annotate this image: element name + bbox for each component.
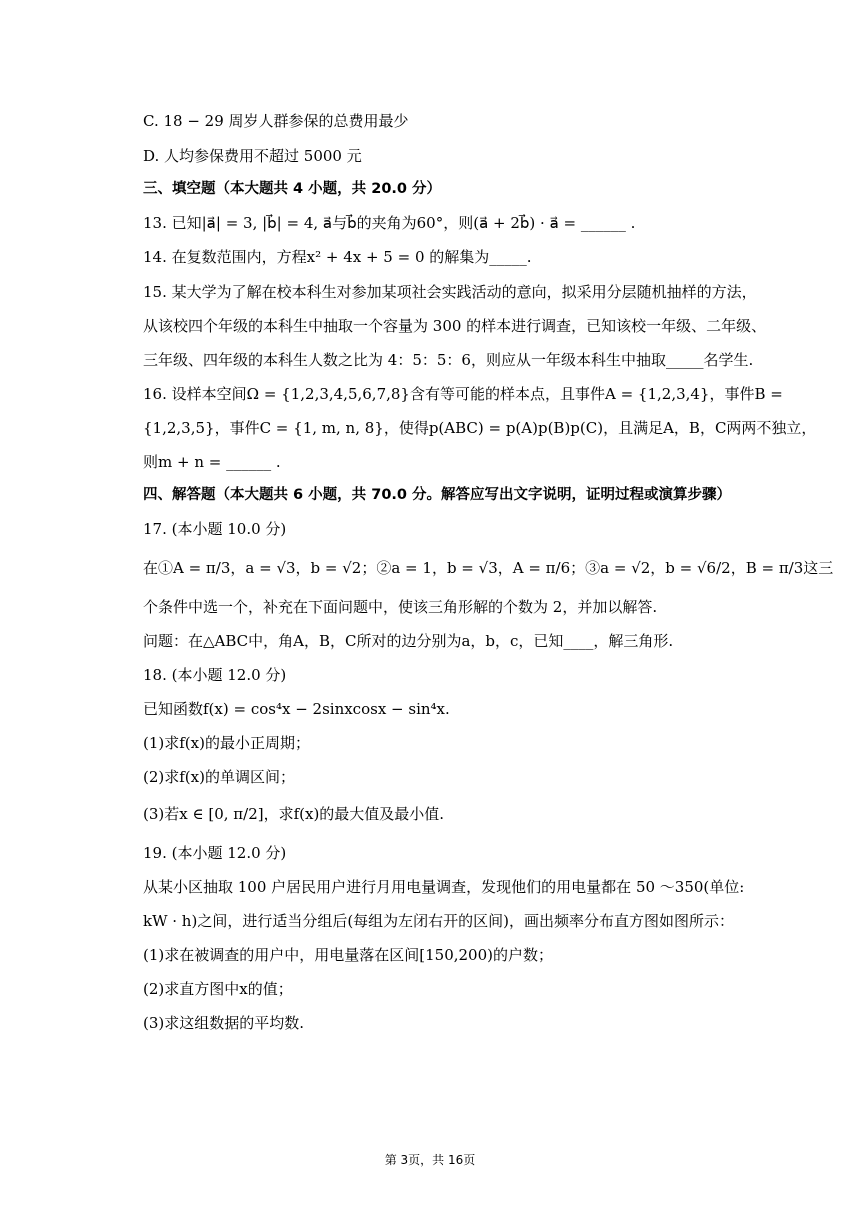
section-heading-answers: 四、解答题（本大题共 6 小题，共 70.0 分。解答应写出文字说明，证明过程或演算步骤）	[143, 487, 732, 503]
question-18-part-3: (3)若x ∈ [0, π/2]，求f(x)的最大值及最小值.	[143, 805, 445, 823]
question-18-header: 18. (本小题 12.0 分)	[143, 666, 287, 684]
question-19-part-2: (2)求直方图中x的值；	[143, 980, 293, 998]
question-19-part-1: (1)求在被调查的用户中，用电量落在区间[150,200)的户数；	[143, 946, 553, 964]
question-18-line-1: 已知函数f(x) = cos⁴x − 2sinxcosx − sin⁴x.	[143, 700, 450, 718]
option-c: C. 18 − 29 周岁人群参保的总费用最少	[143, 112, 409, 130]
question-15-line-2: 从该校四个年级的本科生中抽取一个容量为 300 的样本进行调查，已知该校一年级、二年级、	[143, 317, 767, 335]
section-heading-fill-in: 三、填空题（本大题共 4 小题，共 20.0 分）	[143, 181, 442, 197]
question-18-part-2: (2)求f(x)的单调区间；	[143, 768, 295, 786]
question-15-line-1: 15. 某大学为了解在校本科生对参加某项社会实践活动的意向，拟采用分层随机抽样的方法，	[143, 283, 757, 301]
question-17-header: 17. (本小题 10.0 分)	[143, 520, 287, 538]
question-13: 13. 已知|a⃗| = 3, |b⃗| = 4, a⃗与b⃗的夹角为60°，则(a⃗ + 2b⃗) · a⃗ = ______ .	[143, 214, 636, 232]
option-d: D. 人均参保费用不超过 5000 元	[143, 147, 362, 165]
page-footer: 第 3页，共 16页	[384, 1153, 476, 1167]
question-17-line-1: 在①A = π/3，a = √3，b = √2；②a = 1，b = √3，A = π/6；③a = √2，b = √6/2，B = π/3这三	[143, 559, 834, 577]
question-17-line-3: 问题：在△ABC中，角A，B，C所对的边分别为a，b，c，已知____，解三角形.	[143, 632, 674, 650]
question-16-line-1: 16. 设样本空间Ω = {1,2,3,4,5,6,7,8}含有等可能的样本点，且事件A = {1,2,3,4}，事件B =	[143, 385, 783, 403]
question-16-line-3: 则m + n = ______ .	[143, 453, 281, 471]
question-17-line-2: 个条件中选一个，补充在下面问题中，使该三角形解的个数为 2，并加以解答.	[143, 598, 658, 616]
question-19-part-3: (3)求这组数据的平均数.	[143, 1014, 305, 1032]
question-15-line-3: 三年级、四年级的本科生人数之比为 4：5：5：6，则应从一年级本科生中抽取_____名学生.	[143, 351, 754, 369]
question-19-line-1: 从某小区抽取 100 户居民用户进行月用电量调查，发现他们的用电量都在 50 ～350(单位:	[143, 878, 745, 896]
question-19-line-2: kW · h)之间，进行适当分组后(每组为左闭右开的区间)，画出频率分布直方图如图所示：	[143, 912, 735, 930]
question-16-line-2: {1,2,3,5}，事件C = {1, m, n, 8}，使得p(ABC) = p(A)p(B)p(C)，且满足A，B，C两两不独立，	[143, 419, 817, 437]
question-19-header: 19. (本小题 12.0 分)	[143, 844, 287, 862]
question-18-part-1: (1)求f(x)的最小正周期；	[143, 734, 310, 752]
question-14: 14. 在复数范围内，方程x² + 4x + 5 = 0 的解集为_____.	[143, 248, 532, 266]
